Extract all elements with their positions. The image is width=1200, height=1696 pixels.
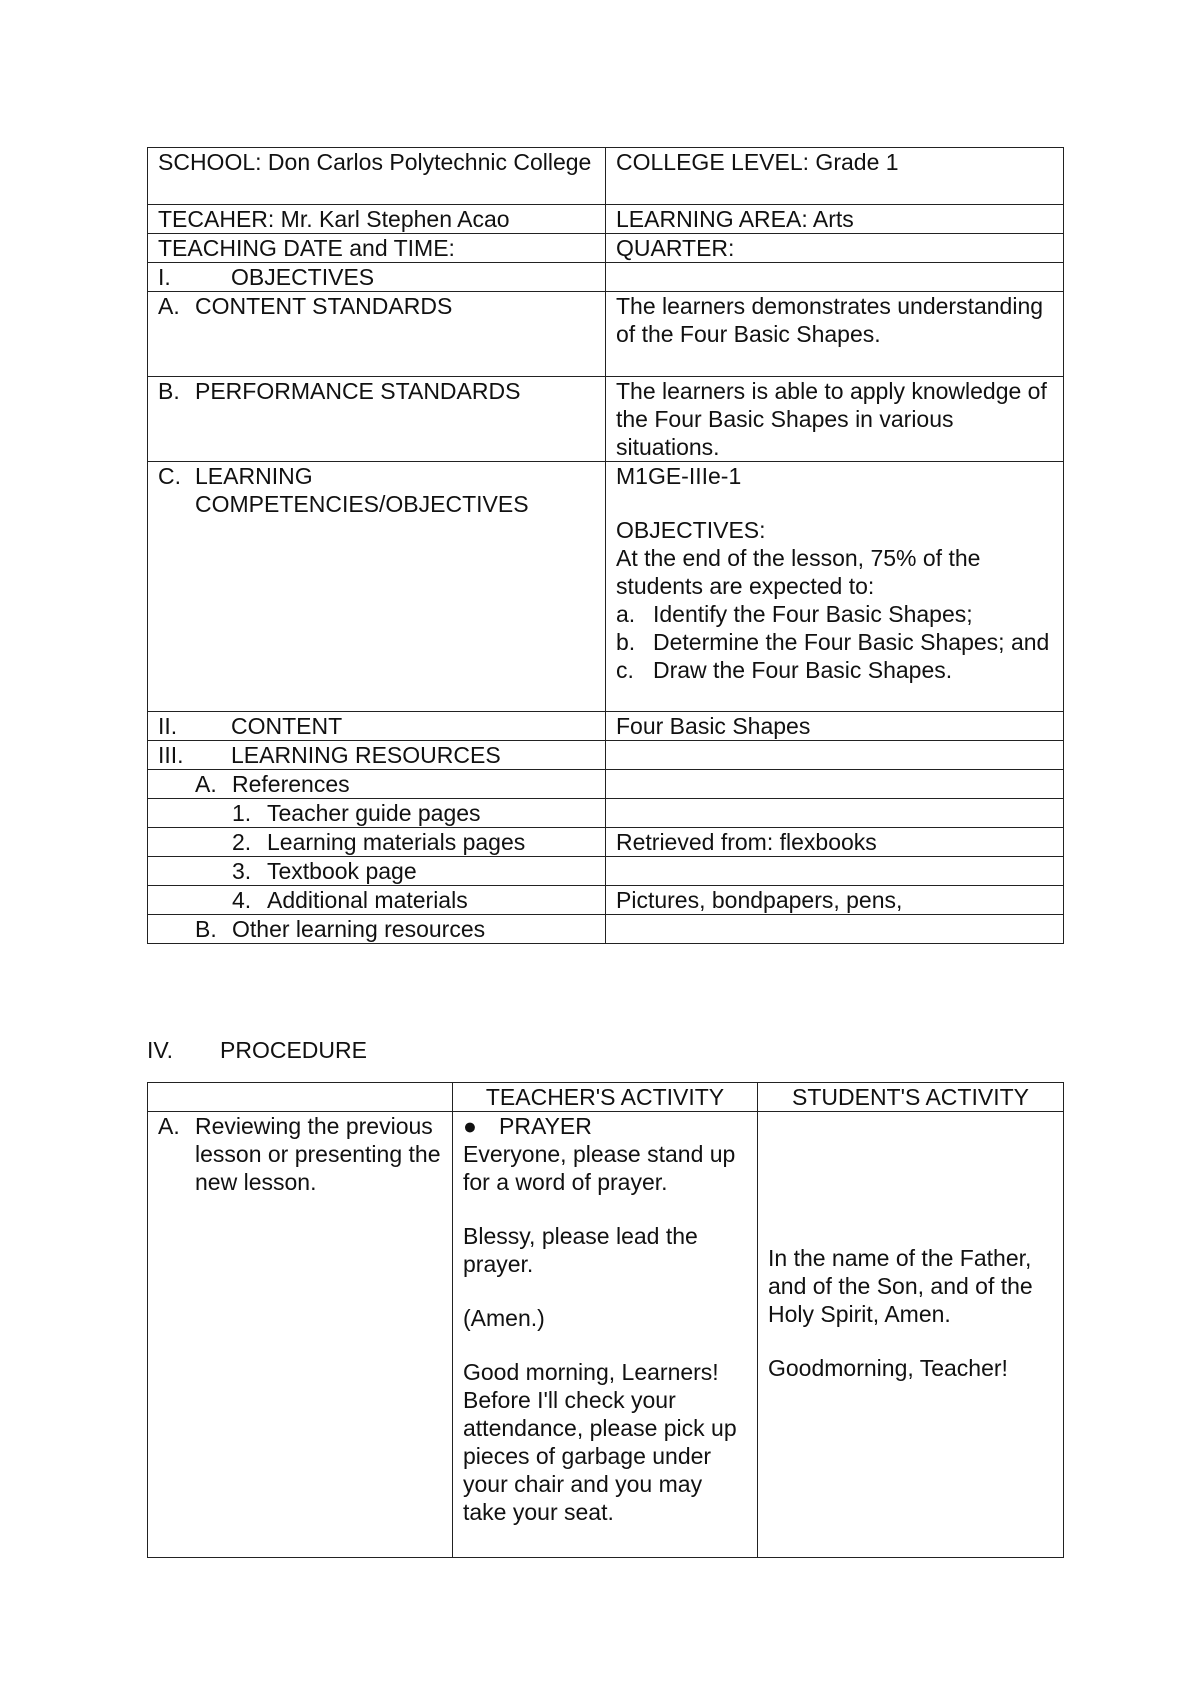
item-letter: A. <box>195 771 217 797</box>
table-row <box>148 915 1064 944</box>
teacher-line: Blessy, please lead the prayer. <box>463 1223 698 1277</box>
content-value-cell: Four Basic Shapes <box>606 712 1064 741</box>
competencies-value-cell <box>606 462 1064 712</box>
table-row <box>148 741 1064 770</box>
resource-value-cell: Retrieved from: flexbooks <box>606 828 1064 857</box>
item-letter: A. <box>158 293 180 319</box>
table-row <box>148 886 1064 915</box>
table-row <box>148 205 1064 234</box>
bullet-text: PRAYER <box>499 1113 592 1139</box>
procedure-table <box>147 1082 1064 1558</box>
roman-numeral: III. <box>158 742 184 768</box>
empty-cell <box>606 741 1064 770</box>
teacher-line: Everyone, please stand up for a word of prayer. <box>463 1141 736 1195</box>
table-row <box>148 148 1064 205</box>
teacher-line: Good morning, Learners! Before I'll check your attendance, please pick up pieces of garbage under your chair and you may take your seat. <box>463 1359 737 1525</box>
teaching-date-cell: TEACHING DATE and TIME: <box>148 234 606 263</box>
section-title: LEARNING RESOURCES <box>231 742 501 768</box>
resources-heading-cell <box>148 741 606 770</box>
table-row <box>148 857 1064 886</box>
table-row <box>148 234 1064 263</box>
roman-numeral: IV. <box>147 1037 174 1063</box>
college-level-cell: COLLEGE LEVEL: Grade 1 <box>606 148 1064 205</box>
list-item-marker: a. <box>616 601 636 627</box>
table-row <box>148 1112 1064 1558</box>
list-item-marker: b. <box>616 629 636 655</box>
teacher-activity-cell <box>453 1112 758 1558</box>
resource-value-cell: Pictures, bondpapers, pens, <box>606 886 1064 915</box>
table-row <box>148 828 1064 857</box>
resource-value-cell <box>606 857 1064 886</box>
empty-cell <box>606 915 1064 944</box>
objectives-intro: At the end of the lesson, 75% of the students are expected to: <box>616 545 981 599</box>
item-label: Teacher guide pages <box>267 800 481 826</box>
student-activity-header: STUDENT'S ACTIVITY <box>758 1083 1064 1112</box>
section-title: OBJECTIVES <box>231 264 375 290</box>
bullet-icon: ● <box>463 1113 477 1139</box>
section-title: CONTENT <box>231 713 343 739</box>
content-standards-label-cell <box>148 292 606 377</box>
content-standards-value-cell: The learners demonstrates understanding of the Four Basic Shapes. <box>606 292 1064 377</box>
resource-item-cell <box>148 799 606 828</box>
list-item <box>616 600 1053 628</box>
resource-item-cell <box>148 828 606 857</box>
student-line: In the name of the Father, and of the Son, and of the Holy Spirit, Amen. <box>768 1245 1033 1327</box>
references-cell <box>148 770 606 799</box>
table-row <box>148 377 1064 462</box>
performance-standards-value-cell: The learners is able to apply knowledge of the Four Basic Shapes in various situations. <box>606 377 1064 462</box>
student-activity-cell <box>758 1112 1064 1558</box>
competencies-label-cell <box>148 462 606 712</box>
item-label: Textbook page <box>267 858 417 884</box>
procedure-step-cell <box>148 1112 453 1558</box>
content-heading-cell <box>148 712 606 741</box>
item-label: References <box>232 771 350 797</box>
quarter-cell: QUARTER: <box>606 234 1064 263</box>
table-row <box>148 799 1064 828</box>
item-letter: C. <box>158 463 181 489</box>
item-label: Other learning resources <box>232 916 486 942</box>
table-header-row <box>148 1083 1064 1112</box>
lesson-plan-table <box>147 147 1064 944</box>
item-label: LEARNING COMPETENCIES/OBJECTIVES <box>195 463 529 517</box>
list-item <box>616 656 1053 684</box>
table-row <box>148 263 1064 292</box>
item-label: Reviewing the previous lesson or presenting the new lesson. <box>195 1113 441 1195</box>
roman-numeral: I. <box>158 264 171 290</box>
teacher-cell: TECAHER: Mr. Karl Stephen Acao <box>148 205 606 234</box>
list-item-text: Determine the Four Basic Shapes; and <box>653 629 1050 655</box>
item-number: 3. <box>232 858 252 884</box>
objectives-subheading: OBJECTIVES: <box>616 517 766 543</box>
competency-code: M1GE-IIIe-1 <box>616 463 742 489</box>
item-number: 4. <box>232 887 252 913</box>
table-row <box>148 712 1064 741</box>
empty-header-cell <box>148 1083 453 1112</box>
empty-cell <box>606 770 1064 799</box>
resource-value-cell <box>606 799 1064 828</box>
school-cell: SCHOOL: Don Carlos Polytechnic College <box>148 148 606 205</box>
item-label: Additional materials <box>267 887 468 913</box>
teacher-activity-header: TEACHER'S ACTIVITY <box>453 1083 758 1112</box>
table-row <box>148 770 1064 799</box>
item-number: 2. <box>232 829 252 855</box>
objectives-heading-cell <box>148 263 606 292</box>
resource-item-cell <box>148 857 606 886</box>
item-letter: B. <box>158 378 180 404</box>
list-item-marker: c. <box>616 657 634 683</box>
table-row <box>148 292 1064 377</box>
item-label: PERFORMANCE STANDARDS <box>195 378 521 404</box>
list-item-text: Draw the Four Basic Shapes. <box>653 657 953 683</box>
performance-standards-label-cell <box>148 377 606 462</box>
item-letter: B. <box>195 916 217 942</box>
bullet-item <box>463 1112 747 1140</box>
section-title: PROCEDURE <box>220 1037 367 1063</box>
teacher-line: (Amen.) <box>463 1305 545 1331</box>
item-letter: A. <box>158 1113 180 1139</box>
roman-numeral: II. <box>158 713 178 739</box>
learning-area-cell: LEARNING AREA: Arts <box>606 205 1064 234</box>
list-item <box>616 628 1053 656</box>
empty-cell <box>606 263 1064 292</box>
table-row <box>148 462 1064 712</box>
item-label: Learning materials pages <box>267 829 526 855</box>
item-label: CONTENT STANDARDS <box>195 293 453 319</box>
student-line: Goodmorning, Teacher! <box>768 1355 1008 1381</box>
other-resources-cell <box>148 915 606 944</box>
item-number: 1. <box>232 800 252 826</box>
objectives-list <box>616 600 1053 684</box>
procedure-heading <box>147 1036 367 1064</box>
list-item-text: Identify the Four Basic Shapes; <box>653 601 973 627</box>
resource-item-cell <box>148 886 606 915</box>
